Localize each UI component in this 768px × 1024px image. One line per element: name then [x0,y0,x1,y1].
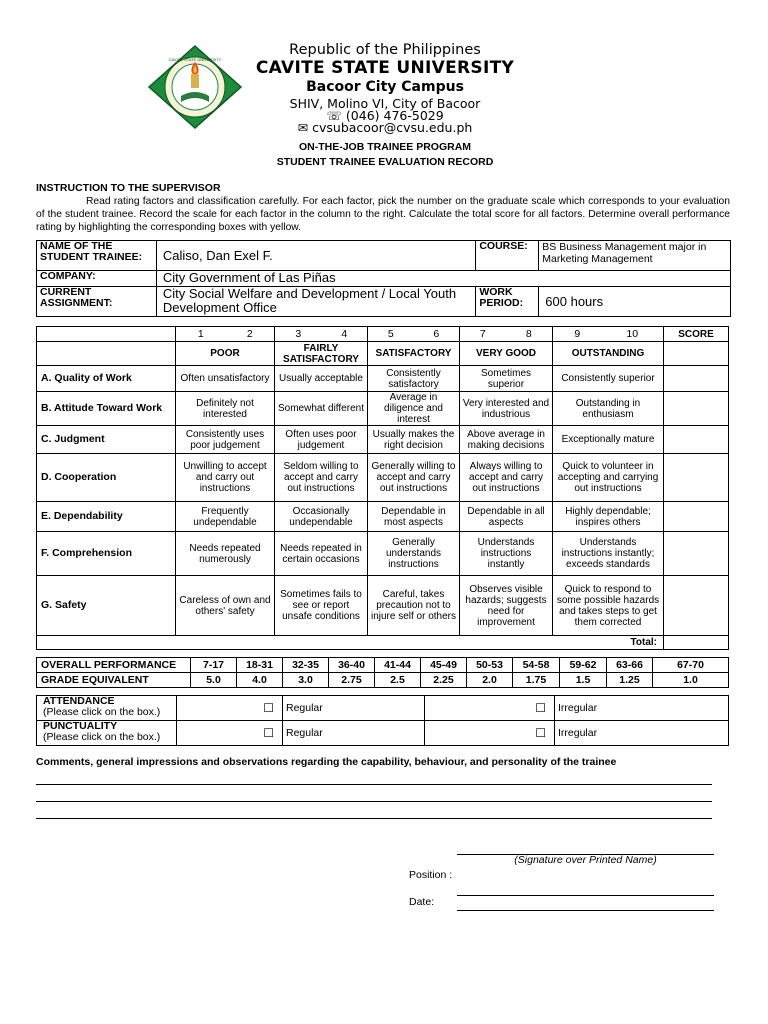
level-description[interactable]: Usually makes the right decision [368,426,460,454]
attendance-irregular-label: Irregular [555,696,729,721]
level-description[interactable]: Sometimes superior [460,366,553,392]
level-description[interactable]: Careless of own and others' safety [176,576,275,636]
level-description[interactable]: Above average in making decisions [460,426,553,454]
level-description[interactable]: Generally willing to accept and carry out instructions [368,454,460,502]
category-satisfactory: SATISFACTORY [368,342,460,366]
scale-number: 4 [322,327,368,342]
factor-name: D. Cooperation [37,454,176,502]
university-name: CAVITE STATE UNIVERSITY [255,58,515,78]
course-field[interactable]: BS Business Management major in Marketing Management [539,241,731,271]
level-description[interactable]: Understands instructions instantly [460,532,553,576]
position-line[interactable] [457,895,714,896]
level-description[interactable]: Average in diligence and interest [368,392,460,426]
name-label: NAME OF THE STUDENT TRAINEE: [37,241,157,271]
factor-name: G. Safety [37,576,176,636]
program-title: ON-THE-JOB TRAINEE PROGRAM [298,141,472,153]
score-header: SCORE [664,327,729,342]
level-description[interactable]: Somewhat different [275,392,368,426]
company-label: COMPANY: [37,271,157,287]
level-description[interactable]: Consistently satisfactory [368,366,460,392]
category-poor: POOR [176,342,275,366]
score-cell[interactable] [664,502,729,532]
name-field[interactable]: Caliso, Dan Exel F. [156,241,475,271]
level-description[interactable]: Always willing to accept and carry out instructions [460,454,553,502]
grade-label: GRADE EQUIVALENT [37,673,191,688]
comment-line[interactable] [36,784,712,785]
signature-caption: (Signature over Printed Name) [514,854,657,866]
level-description[interactable]: Understands instructions instantly; exceeds standards [553,532,664,576]
punctuality-label-cell: PUNCTUALITY (Please click on the box.) [37,721,177,746]
punctuality-regular-label: Regular [283,721,425,746]
scale-number: 1 [176,327,226,342]
scale-number: 8 [506,327,553,342]
grade-cell[interactable]: 3.0 [283,673,329,688]
level-description[interactable]: Careful, takes precaution not to injure self or others [368,576,460,636]
form-title: STUDENT TRAINEE EVALUATION RECORD [276,156,494,168]
category-very-good: VERY GOOD [460,342,553,366]
level-description[interactable]: Needs repeated numerously [176,532,275,576]
grade-cell[interactable]: 2.75 [329,673,375,688]
score-cell[interactable] [664,366,729,392]
range-cell[interactable]: 63-66 [607,658,653,673]
grade-cell[interactable]: 5.0 [191,673,237,688]
range-cell[interactable]: 41-44 [375,658,421,673]
level-description[interactable]: Consistently superior [553,366,664,392]
campus-phone: ☏ (046) 476-5029 [326,108,444,123]
level-description[interactable]: Dependable in all aspects [460,502,553,532]
punctuality-irregular-label: Irregular [555,721,729,746]
company-field[interactable]: City Government of Las Piñas [156,271,730,287]
total-score-cell[interactable] [664,636,729,650]
assignment-field[interactable]: City Social Welfare and Development / Local Youth Development Office [156,287,475,317]
range-cell[interactable]: 54-58 [513,658,560,673]
level-description[interactable]: Quick to volunteer in accepting and carrying out instructions [553,454,664,502]
factor-name: E. Dependability [37,502,176,532]
attendance-irregular-checkbox[interactable]: ☐ [425,696,555,721]
factor-row [37,426,729,454]
trainee-info-table [36,240,731,317]
factor-row [37,532,729,576]
svg-text:CAVITE STATE UNIVERSITY: CAVITE STATE UNIVERSITY [168,57,222,62]
scale-number: 3 [275,327,322,342]
comments-label: Comments, general impressions and observations regarding the capability, behaviour, and personality of the trainee [36,756,617,768]
range-cell[interactable]: 67-70 [653,658,729,673]
grade-cell[interactable]: 1.0 [653,673,729,688]
comment-line[interactable] [36,801,712,802]
level-description[interactable]: Quick to respond to some possible hazards and takes steps to get them corrected [553,576,664,636]
factor-name: B. Attitude Toward Work [37,392,176,426]
punctuality-irregular-checkbox[interactable]: ☐ [425,721,555,746]
assignment-label: CURRENT ASSIGNMENT: [37,287,157,317]
score-cell[interactable] [664,454,729,502]
factor-row [37,366,729,392]
date-line[interactable] [457,910,714,911]
campus-name: Bacoor City Campus [306,79,464,95]
total-label: Total: [37,636,664,650]
level-description[interactable]: Unwilling to accept and carry out instructions [176,454,275,502]
factor-row [37,576,729,636]
campus-email: ✉ cvsubacoor@cvsu.edu.ph [297,120,473,135]
campus-address: SHIV, Molino VI, City of Bacoor [289,96,481,111]
scale-number: 5 [368,327,414,342]
grade-cell[interactable]: 4.0 [237,673,283,688]
level-description[interactable]: Often uses poor judgement [275,426,368,454]
grade-row [37,673,729,688]
level-description[interactable]: Often unsatisfactory [176,366,275,392]
punctuality-row [37,721,729,746]
instruction-body: Read rating factors and classification carefully. For each factor, pick the number on the graduate scale which corresponds to your evaluation of the student trainee. Record the scale for each factor in the column to the right. Calculate the total score for all factors. Determine overall performance rating by highlighting the corresponding boxes with yellow. [36,196,730,233]
attendance-regular-checkbox[interactable]: ☐ [177,696,283,721]
range-cell[interactable]: 7-17 [191,658,237,673]
grade-cell[interactable]: 2.25 [421,673,467,688]
factor-name: A. Quality of Work [37,366,176,392]
range-cell[interactable]: 45-49 [421,658,467,673]
punctuality-regular-checkbox[interactable]: ☐ [177,721,283,746]
factor-row [37,502,729,532]
level-description[interactable]: Outstanding in enthusiasm [553,392,664,426]
level-description[interactable]: Consistently uses poor judgement [176,426,275,454]
attendance-label-cell: ATTENDANCE (Please click on the box.) [37,696,177,721]
range-cell[interactable]: 18-31 [237,658,283,673]
course-label: COURSE: [476,241,539,271]
scale-number: 6 [414,327,460,342]
rating-table [36,326,729,650]
score-cell[interactable] [664,392,729,426]
level-description[interactable]: Definitely not interested [176,392,275,426]
score-cell[interactable] [664,532,729,576]
grade-cell[interactable]: 1.25 [607,673,653,688]
grade-cell[interactable]: 1.5 [560,673,607,688]
level-description[interactable]: Very interested and industrious [460,392,553,426]
score-cell[interactable] [664,576,729,636]
scale-number: 2 [226,327,275,342]
factor-name: C. Judgment [37,426,176,454]
scale-number-row [37,327,729,342]
attendance-regular-label: Regular [283,696,425,721]
grade-cell[interactable]: 2.0 [467,673,513,688]
level-description[interactable]: Sometimes fails to see or report unsafe conditions [275,576,368,636]
total-row [37,636,729,650]
category-row [37,342,729,366]
date-label: Date: [409,896,435,908]
level-description[interactable]: Needs repeated in certain occasions [275,532,368,576]
grade-cell[interactable]: 1.75 [513,673,560,688]
factor-name: F. Comprehension [37,532,176,576]
performance-row [37,658,729,673]
work-period-label: WORK PERIOD: [476,287,539,317]
factor-row [37,392,729,426]
attendance-row [37,696,729,721]
scale-number: 9 [553,327,602,342]
comment-line[interactable] [36,818,712,819]
range-cell[interactable]: 32-35 [283,658,329,673]
category-outstanding: OUTSTANDING [553,342,664,366]
level-description[interactable]: Usually acceptable [275,366,368,392]
range-cell[interactable]: 59-62 [560,658,607,673]
factor-row [37,454,729,502]
scale-number: 7 [460,327,506,342]
level-description[interactable]: Seldom willing to accept and carry out instructions [275,454,368,502]
instruction-heading: INSTRUCTION TO THE SUPERVISOR [36,182,221,194]
republic-line: Republic of the Philippines [289,42,481,58]
grade-cell[interactable]: 2.5 [375,673,421,688]
attendance-table [36,695,729,746]
category-fairly-satisfactory: FAIRLY SATISFACTORY [275,342,368,366]
level-description[interactable]: Frequently undependable [176,502,275,532]
range-cell[interactable]: 36-40 [329,658,375,673]
level-description[interactable]: Dependable in most aspects [368,502,460,532]
score-cell[interactable] [664,426,729,454]
level-description[interactable]: Highly dependable; inspires others [553,502,664,532]
work-period-field[interactable]: 600 hours [539,287,731,317]
range-cell[interactable]: 50-53 [467,658,513,673]
performance-scale-table [36,657,729,688]
performance-label: OVERALL PERFORMANCE [37,658,191,673]
level-description[interactable]: Exceptionally mature [553,426,664,454]
level-description[interactable]: Occasionally undependable [275,502,368,532]
scale-number: 10 [602,327,664,342]
level-description[interactable]: Generally understands instructions [368,532,460,576]
position-label: Position : [409,869,453,881]
level-description[interactable]: Observes visible hazards; suggests need for improvement [460,576,553,636]
